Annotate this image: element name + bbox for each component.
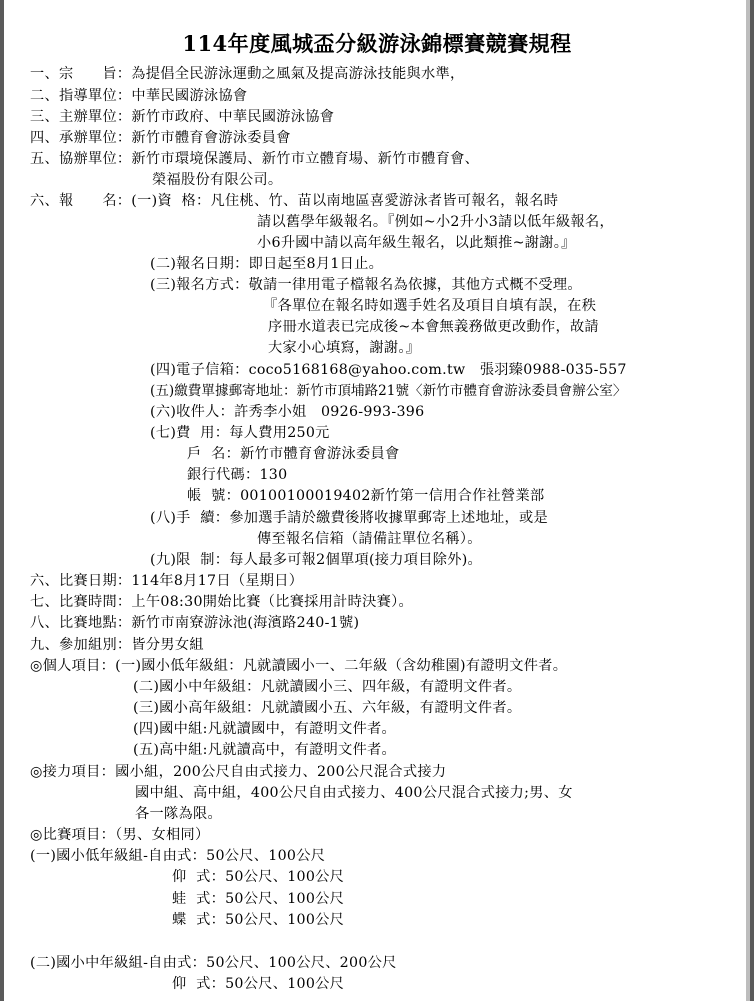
text-line: 仰 式：50公尺、100公尺: [172, 976, 345, 992]
text-line: (二)國小中年級組：凡就讀國小三、四年級，有證明文件者。: [133, 679, 522, 695]
text-line: (二)報名日期：即日起至8月1日止。: [150, 256, 384, 272]
text-line: 傳至報名信箱（請備註單位名稱）。: [257, 531, 482, 547]
text-line: 一、宗 旨：為提倡全民游泳運動之風氣及提高游泳技能與水準，: [30, 66, 465, 82]
text-line: (一)國小低年級組-自由式：50公尺、100公尺: [30, 848, 326, 864]
text-line: 小6升國中請以高年級生報名，以此類推~謝謝。』: [257, 235, 576, 251]
text-line: ◎個人項目：(一)國小低年級組：凡就讀國小一、二年級（含幼稚園)有證明文件者。: [30, 658, 568, 674]
text-line: (五)繳費單據郵寄地址：新竹市頂埔路21號〈新竹市體育會游泳委員會辦公室〉: [150, 383, 627, 399]
text-line: 仰 式：50公尺、100公尺: [172, 869, 345, 885]
text-line: 帳 號：00100100019402新竹第一信用合作社營業部: [187, 488, 545, 504]
text-line: (三)國小高年級組：凡就讀國小五、六年級，有證明文件者。: [133, 700, 522, 716]
text-line: 榮福股份有限公司。: [152, 172, 283, 188]
text-line: (三)報名方式：敬請一律用電子檔報名為依據，其他方式概不受理。: [150, 277, 582, 293]
text-line: 請以舊學年級報名。『例如~小2升小3請以低年級報名，: [257, 214, 614, 230]
text-line: 戶 名：新竹市體育會游泳委員會: [187, 446, 400, 462]
text-line: (五)高中組:凡就讀高中，有證明文件者。: [133, 742, 397, 758]
text-line: (四)電子信箱：coco5168168@yahoo.com.tw 張羽臻0988-035-557: [150, 362, 627, 378]
text-line: 『各單位在報名時如選手姓名及項目自填有誤，在秩: [263, 298, 597, 314]
text-line: (二)國小中年級組-自由式：50公尺、100公尺、200公尺: [30, 955, 397, 971]
text-line: (六)收件人：許秀李小姐 0926-993-396: [150, 404, 425, 420]
text-line: 二、指導單位：中華民國游泳協會: [30, 88, 248, 104]
text-line: 七、比賽時間：上午08:30開始比賽（比賽採用計時決賽）。: [30, 594, 413, 610]
text-line: ◎接力項目：國小組，200公尺自由式接力、200公尺混合式接力: [30, 764, 447, 780]
document-title: 114年度風城盃分級游泳錦標賽競賽規程: [182, 31, 572, 56]
text-line: 六、報 名：(一)資 格：凡住桃、竹、苗以南地區喜愛游泳者皆可報名，報名時: [30, 193, 559, 209]
text-line: 四、承辦單位：新竹市體育會游泳委員會: [30, 130, 291, 146]
text-line: 蝶 式：50公尺、100公尺: [172, 912, 345, 928]
text-line: 三、主辦單位：新竹市政府、中華民國游泳協會: [30, 109, 335, 125]
text-line: 銀行代碼：130: [187, 467, 288, 483]
text-line: ◎比賽項目：（男、女相同）: [30, 827, 210, 843]
text-line: (七)費 用：每人費用250元: [150, 425, 330, 441]
text-line: 蛙 式：50公尺、100公尺: [172, 891, 345, 907]
text-line: 八、比賽地點：新竹市南寮游泳池(海濱路240-1號): [30, 615, 360, 631]
text-line: 九、參加組別：皆分男女組: [30, 637, 204, 653]
text-line: 大家小心填寫，謝謝。』: [268, 340, 421, 356]
text-line: 國中組、高中組，400公尺自由式接力、400公尺混合式接力;男、女: [135, 785, 573, 801]
text-line: 各一隊為限。: [135, 806, 222, 822]
page-border-right: [750, 0, 754, 1001]
text-line: 五、協辦單位：新竹市環境保護局、新竹市立體育場、新竹市體育會、: [30, 151, 480, 167]
text-line: 序冊水道表已完成後~本會無義務做更改動作，故請: [268, 319, 599, 335]
text-line: (九)限 制：每人最多可報2個單項(接力項目除外)。: [150, 552, 483, 568]
text-line: 六、比賽日期：114年8月17日（星期日）: [30, 573, 304, 589]
page-border-left: [0, 0, 4, 1001]
text-line: (四)國中組:凡就讀國中，有證明文件者。: [133, 721, 397, 737]
text-line: (八)手 續：參加選手請於繳費後將收據單郵寄上述地址，或是: [150, 510, 548, 526]
